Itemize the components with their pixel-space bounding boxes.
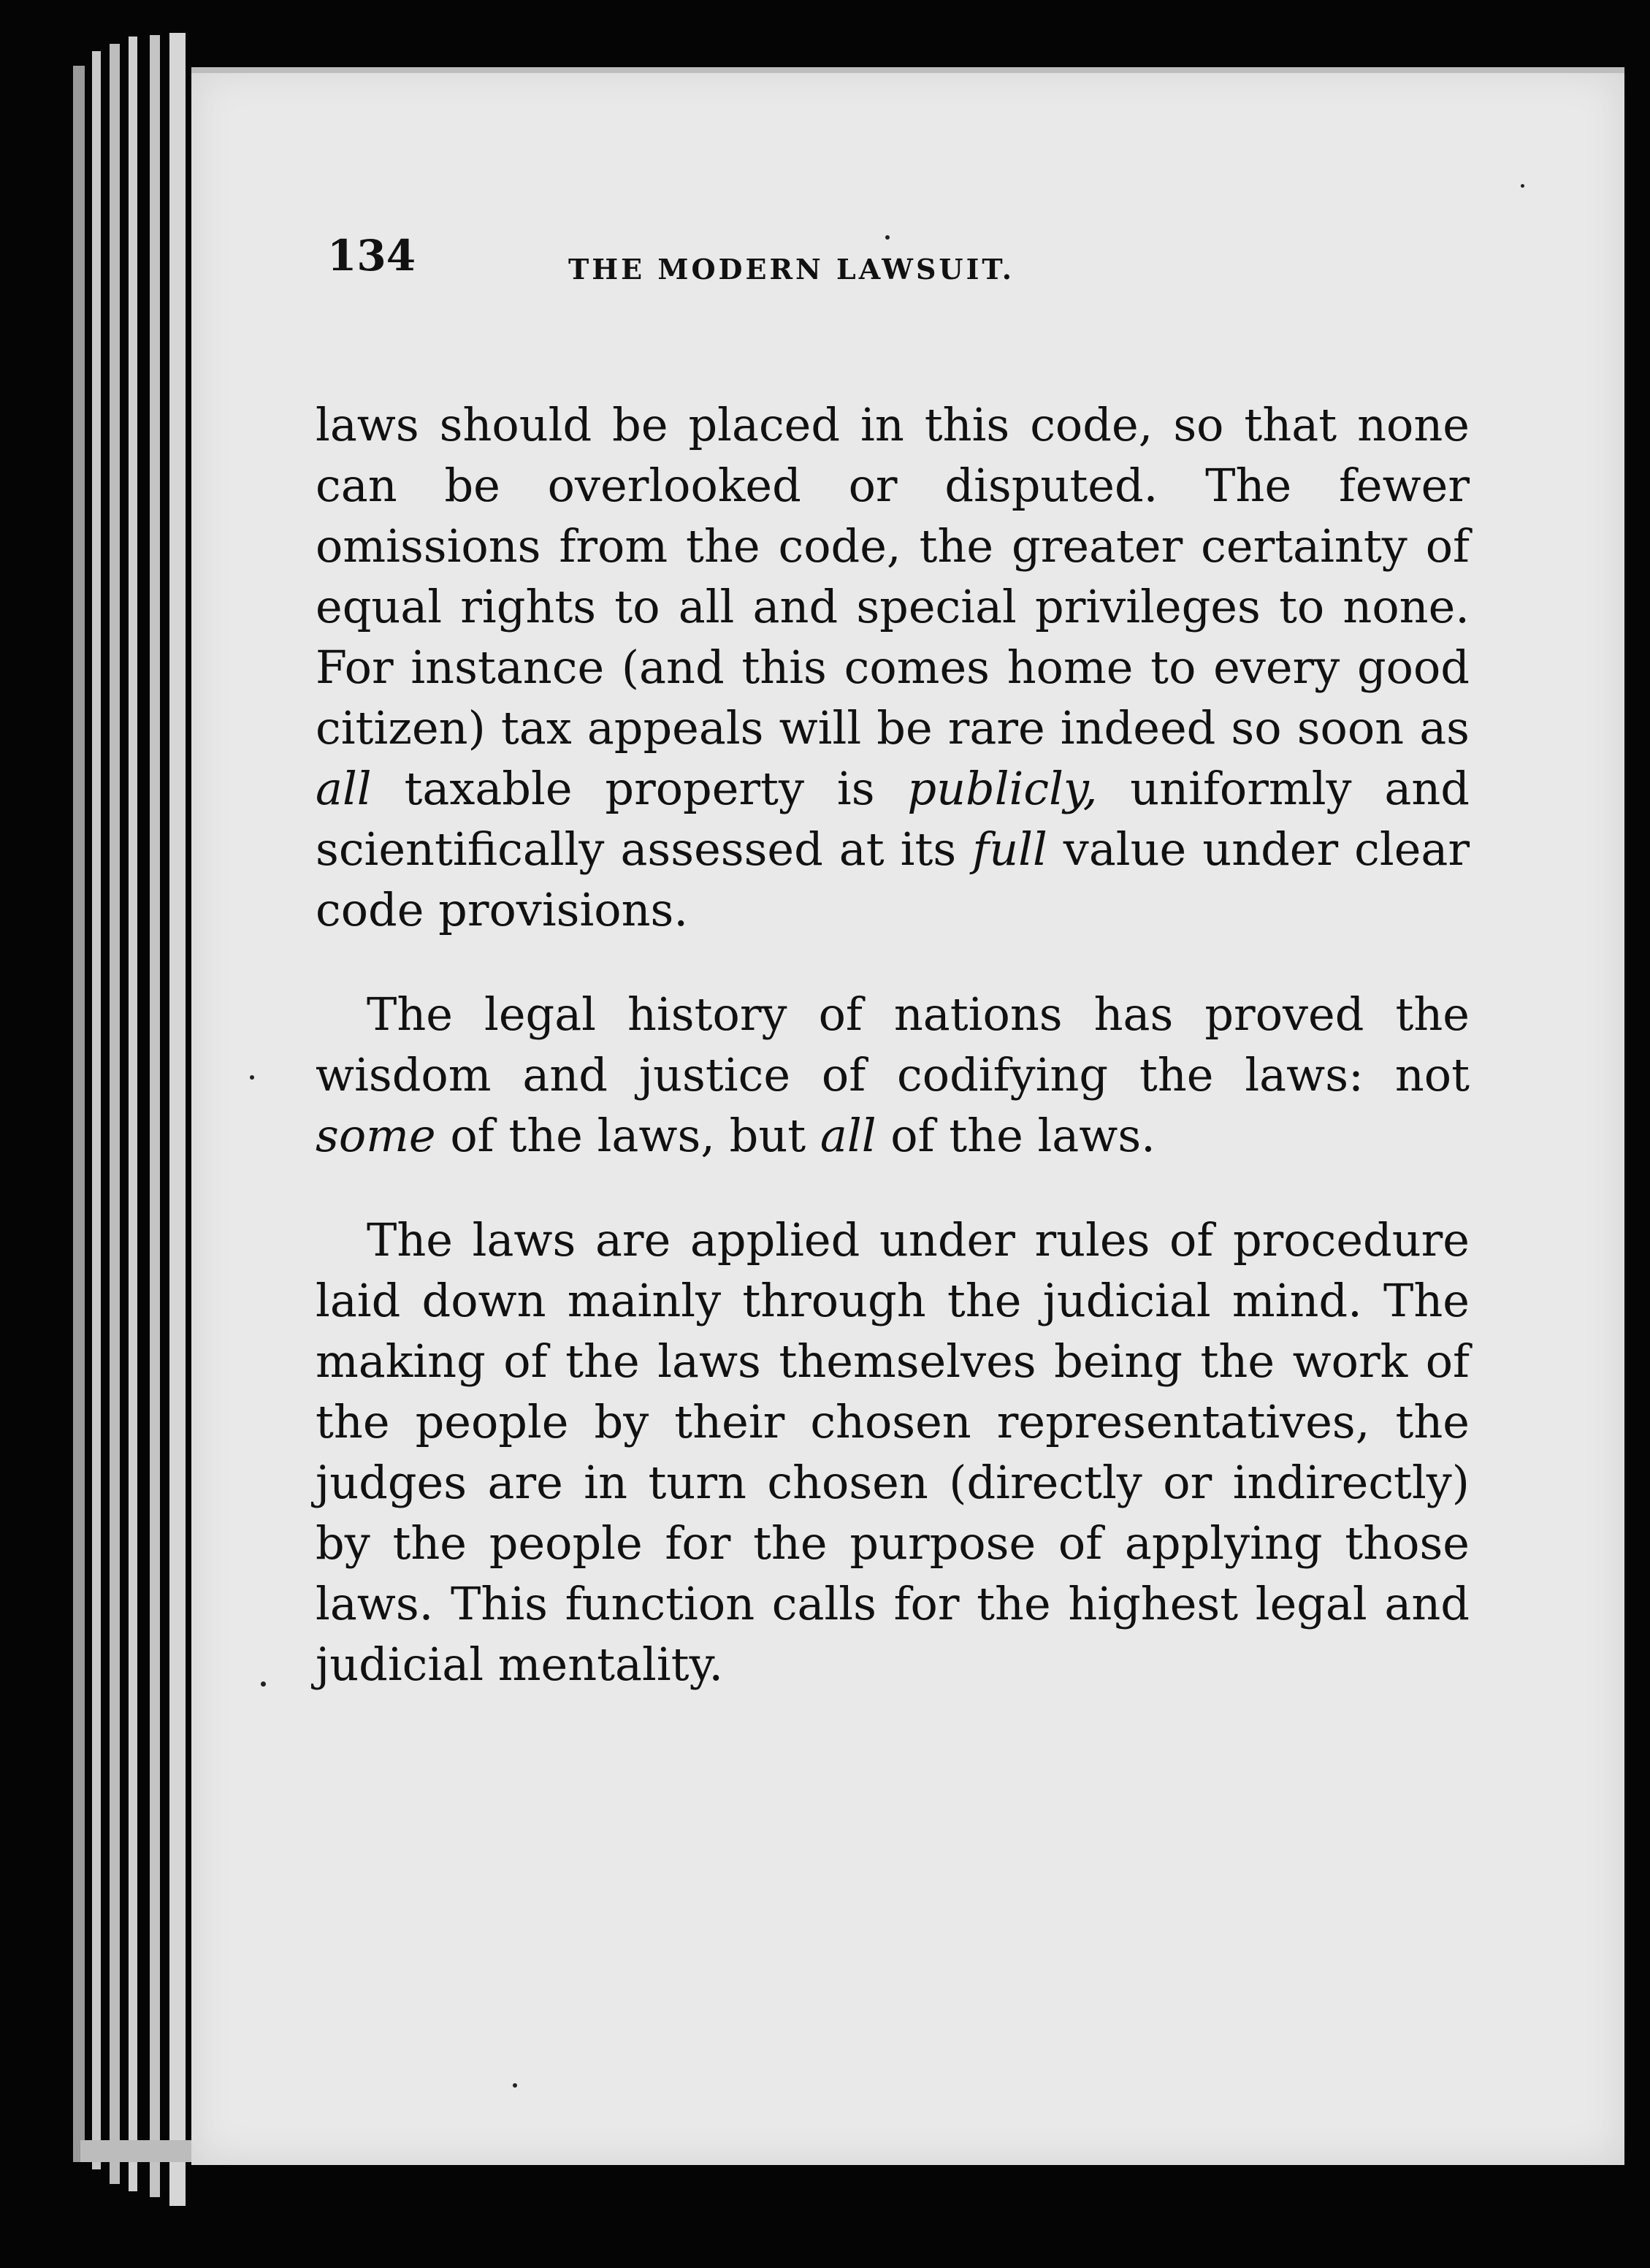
page-edge bbox=[73, 66, 85, 2162]
italic-text-run: all bbox=[820, 1109, 876, 1162]
dust-speck bbox=[1521, 184, 1524, 188]
italic-text-run: some bbox=[316, 1109, 436, 1162]
running-title: THE MODERN LAWSUIT. bbox=[568, 253, 1015, 286]
dust-speck bbox=[250, 1075, 254, 1080]
paragraph bbox=[316, 984, 1470, 1166]
dust-speck bbox=[261, 1681, 266, 1687]
dust-speck bbox=[513, 2083, 517, 2088]
page-number: 134 bbox=[327, 231, 416, 280]
text-run: The laws are applied under rules of procedure laid down mainly through the judicial mind. The making of the laws themselves being the work of the people by their chosen representatives, the judges are in turn chosen (directly or indirectly) by the people for the purpose of applying those laws. This function calls for the highest legal and judicial mentality. bbox=[316, 1213, 1470, 1691]
page-edge bbox=[129, 37, 137, 2191]
body-text bbox=[316, 394, 1470, 1695]
page-edge bbox=[92, 51, 101, 2169]
paragraph bbox=[316, 1210, 1470, 1695]
text-run: uniformly and scientifically assessed at its bbox=[316, 762, 1470, 876]
page-edge bbox=[150, 35, 160, 2197]
italic-text-run: all bbox=[316, 762, 372, 815]
page-edge bbox=[110, 44, 120, 2184]
text-run: laws should be placed in this code, so that none can be overlooked or disputed. The fewer omissions from the code, the greater certainty of equal rights to all and special privileges to none. For instance (and this comes home to every good citizen) tax appeals will be rare indeed so soon as bbox=[316, 398, 1470, 755]
text-run: value under clear code provisions. bbox=[316, 822, 1470, 936]
text-run: The legal history of nations has proved the wisdom and justice of codifying the laws: not bbox=[316, 988, 1470, 1101]
italic-text-run: full bbox=[972, 822, 1047, 876]
text-run: of the laws, but bbox=[435, 1109, 820, 1162]
paragraph bbox=[316, 394, 1470, 940]
italic-text-run: publicly, bbox=[907, 762, 1098, 815]
text-run: taxable property is bbox=[371, 762, 908, 815]
text-run: of the laws. bbox=[876, 1109, 1156, 1162]
page-header bbox=[327, 231, 1131, 297]
page-edge bbox=[169, 33, 186, 2206]
